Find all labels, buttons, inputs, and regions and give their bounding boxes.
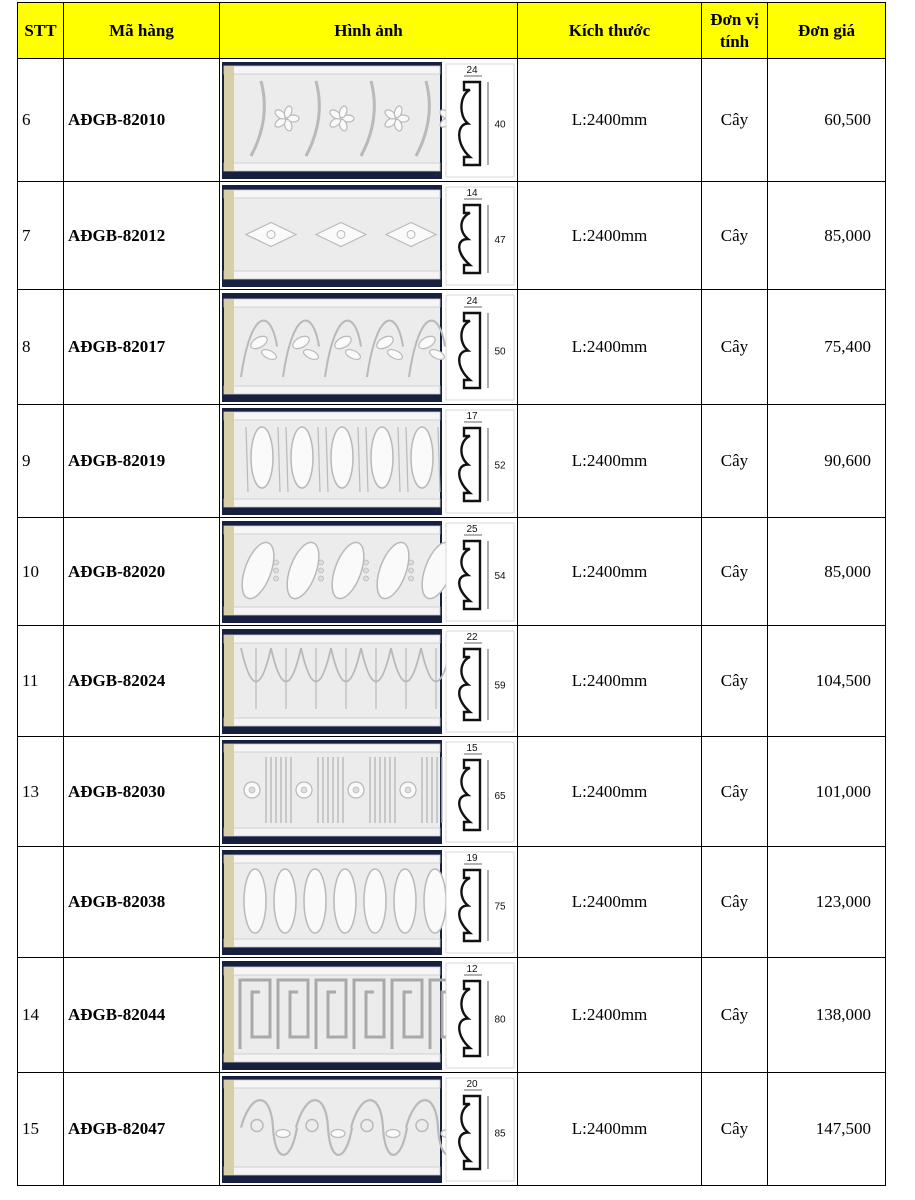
table-row <box>18 59 886 182</box>
row-image <box>220 1073 518 1186</box>
row-price: 101,000 <box>768 737 886 847</box>
profile-width-label: 25 <box>466 523 478 535</box>
table-row <box>18 958 886 1073</box>
molding-image <box>220 627 517 736</box>
profile-width-label: 15 <box>466 742 478 754</box>
row-stt: 13 <box>18 737 64 847</box>
row-stt: 9 <box>18 405 64 518</box>
molding-strip <box>224 526 460 615</box>
header-row <box>18 3 886 59</box>
table-row <box>18 847 886 958</box>
row-size: L:2400mm <box>518 182 702 290</box>
molding-image <box>220 406 517 517</box>
row-stt: 11 <box>18 626 64 737</box>
row-unit: Cây <box>702 626 768 737</box>
profile-width-label: 22 <box>466 631 478 643</box>
row-price: 123,000 <box>768 847 886 958</box>
profile-width-label: 24 <box>466 295 478 307</box>
row-unit: Cây <box>702 290 768 405</box>
row-price: 90,600 <box>768 405 886 518</box>
row-image <box>220 847 518 958</box>
row-price: 85,000 <box>768 518 886 626</box>
row-image <box>220 518 518 626</box>
row-stt <box>18 847 64 958</box>
row-size: L:2400mm <box>518 958 702 1073</box>
row-size: L:2400mm <box>518 405 702 518</box>
profile-width-label: 24 <box>466 64 478 76</box>
profile-height-label: 75 <box>494 901 506 912</box>
profile-width-label: 20 <box>466 1078 478 1090</box>
molding-image <box>220 738 517 846</box>
molding-strip <box>224 299 446 394</box>
molding-strip <box>224 635 451 726</box>
profile-height-label: 59 <box>494 680 506 691</box>
profile-width-label: 19 <box>466 852 478 864</box>
profile-width-label: 14 <box>466 187 478 199</box>
table-row <box>18 626 886 737</box>
row-image <box>220 626 518 737</box>
molding-strip <box>224 66 464 171</box>
table-row <box>18 518 886 626</box>
molding-image <box>220 183 517 289</box>
row-stt: 7 <box>18 182 64 290</box>
row-code: AĐGB-82012 <box>64 182 220 290</box>
row-code: AĐGB-82017 <box>64 290 220 405</box>
table-row <box>18 182 886 290</box>
row-price: 138,000 <box>768 958 886 1073</box>
header-stt: STT <box>18 3 64 59</box>
row-unit: Cây <box>702 405 768 518</box>
row-unit: Cây <box>702 1073 768 1186</box>
row-unit: Cây <box>702 182 768 290</box>
molding-image <box>220 519 517 625</box>
row-code: AĐGB-82020 <box>64 518 220 626</box>
row-price: 104,500 <box>768 626 886 737</box>
header-unit-line2: tính <box>719 31 750 51</box>
profile-height-label: 52 <box>494 460 506 471</box>
header-code: Mã hàng <box>64 3 220 59</box>
row-code: AĐGB-82030 <box>64 737 220 847</box>
row-unit: Cây <box>702 737 768 847</box>
row-size: L:2400mm <box>518 518 702 626</box>
table-row <box>18 405 886 518</box>
row-size: L:2400mm <box>518 59 702 182</box>
molding-image <box>220 848 517 957</box>
molding-strip <box>224 412 440 507</box>
header-unit-line1: Đơn vị <box>710 10 759 30</box>
row-code: AĐGB-82010 <box>64 59 220 182</box>
price-table <box>17 2 886 1186</box>
profile-height-label: 40 <box>494 119 506 130</box>
row-unit: Cây <box>702 518 768 626</box>
molding-image <box>220 959 517 1072</box>
header-size: Kích thước <box>518 3 702 59</box>
row-image <box>220 182 518 290</box>
header-price: Đơn giá <box>768 3 886 59</box>
profile-height-label: 65 <box>494 790 506 802</box>
row-size: L:2400mm <box>518 290 702 405</box>
row-price: 60,500 <box>768 59 886 182</box>
row-code: AĐGB-82019 <box>64 405 220 518</box>
table-row <box>18 1073 886 1186</box>
molding-strip <box>224 1080 462 1175</box>
row-size: L:2400mm <box>518 847 702 958</box>
row-price: 147,500 <box>768 1073 886 1186</box>
row-unit: Cây <box>702 59 768 182</box>
row-stt: 10 <box>18 518 64 626</box>
table-row <box>18 737 886 847</box>
profile-width-label: 12 <box>466 963 478 975</box>
profile-width-label: 17 <box>466 410 478 422</box>
profile-height-label: 47 <box>494 234 506 246</box>
row-image <box>220 405 518 518</box>
row-stt: 15 <box>18 1073 64 1186</box>
profile-height-label: 50 <box>494 346 506 357</box>
row-code: AĐGB-82038 <box>64 847 220 958</box>
molding-strip <box>224 744 447 836</box>
row-stt: 8 <box>18 290 64 405</box>
molding-image <box>220 1074 517 1185</box>
header-image: Hình ảnh <box>220 3 518 59</box>
row-image <box>220 958 518 1073</box>
row-size: L:2400mm <box>518 626 702 737</box>
row-size: L:2400mm <box>518 737 702 847</box>
row-image <box>220 737 518 847</box>
row-code: AĐGB-82024 <box>64 626 220 737</box>
profile-height-label: 80 <box>494 1014 506 1025</box>
row-code: AĐGB-82044 <box>64 958 220 1073</box>
profile-height-label: 85 <box>494 1128 506 1139</box>
row-stt: 14 <box>18 958 64 1073</box>
row-price: 75,400 <box>768 290 886 405</box>
row-code: AĐGB-82047 <box>64 1073 220 1186</box>
row-unit: Cây <box>702 958 768 1073</box>
molding-image <box>220 60 517 181</box>
molding-strip <box>224 190 440 279</box>
molding-image <box>220 291 517 404</box>
profile-height-label: 54 <box>494 570 506 582</box>
row-size: L:2400mm <box>518 1073 702 1186</box>
row-image <box>220 290 518 405</box>
molding-strip <box>224 967 460 1062</box>
molding-strip <box>224 855 446 947</box>
row-stt: 6 <box>18 59 64 182</box>
row-image <box>220 59 518 182</box>
row-unit: Cây <box>702 847 768 958</box>
table-row <box>18 290 886 405</box>
row-price: 85,000 <box>768 182 886 290</box>
header-unit <box>702 3 768 59</box>
